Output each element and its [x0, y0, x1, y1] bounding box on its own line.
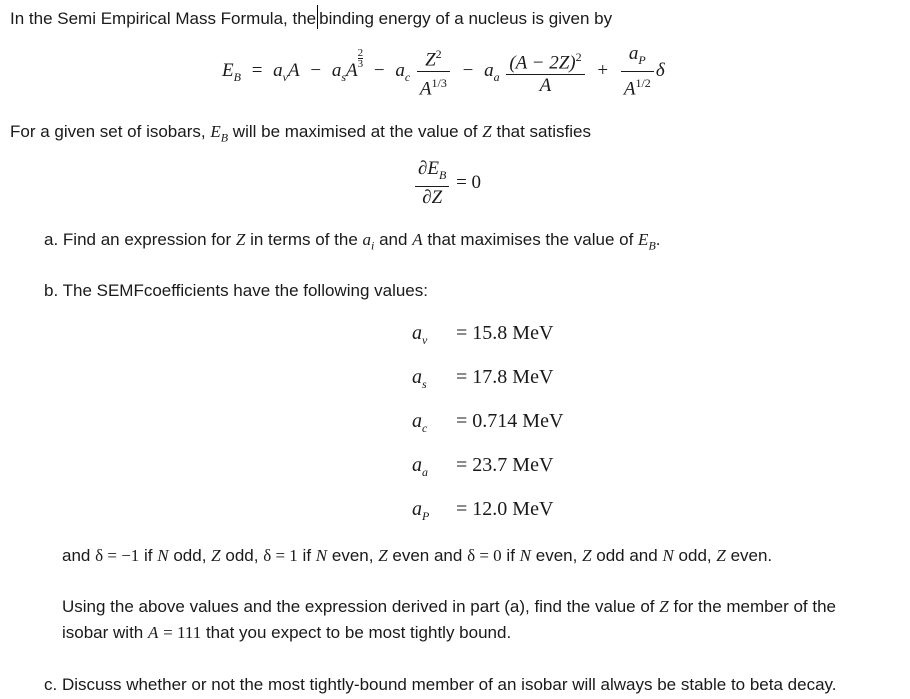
coefficient-aa: $a_a = 23.7$ MeV [412, 454, 554, 479]
part-c-question: c. Discuss whether or not the most tightly-bound member of an isobar will always be stable to beta decay. [44, 675, 837, 694]
fraction-asymmetry: $\frac{(A - 2Z)^2}{A}$ [506, 46, 584, 97]
coefficient-av: $a_v = 15.8$ MeV [412, 322, 554, 347]
coefficient-ap: $a_P = 12.0$ MeV [412, 498, 554, 523]
intro-text: In the Semi Empirical Mass Formula, the binding energy of a nucleus is given by [10, 5, 612, 30]
text-cursor [317, 5, 318, 29]
part-a-question: a. Find an expression for Z in terms of the $a_i$ and A that maximises the value of $E_B$. [44, 230, 661, 253]
coefficient-as: $a_s = 17.8$ MeV [412, 366, 554, 391]
delta-conditions: and δ = −1 if N odd, Z odd, δ = 1 if N even, Z even and δ = 0 if N even, Z odd and N odd, Z even. [62, 546, 773, 565]
fraction-pairing: $\frac{a_P}{A^{1/2}}$ [621, 43, 654, 100]
coefficient-ac: $a_c = 0.714$ MeV [412, 410, 564, 435]
using-text-line2: isobar with A = 111 that you expect to be most tightly bound. [62, 623, 512, 642]
derivative-condition: $\frac{\partial E_B}{\partial Z}$ = 0 [413, 158, 481, 209]
using-text-line1: Using the above values and the expression derived in part (a), find the value of Z for the member of the [62, 597, 836, 616]
semf-formula: $E_B = a_vA - a_sA$ $\frac{2}{3}$ − $a_c$ $\frac{Z^2}{A^{1/3}}$ − $a_a$ $\frac{(A - 2Z)^2}{A}$ + $\frac{a_P}{A^{1/2}}$ δ [222, 43, 665, 100]
part-b-question: b. The SEMFcoefficients have the following values: [44, 281, 428, 300]
isobar-text: For a given set of isobars, $E_B$ will be maximised at the value of Z that satisfies [10, 122, 591, 145]
fraction-coulomb: $\frac{Z^2}{A^{1/3}}$ [417, 43, 450, 101]
